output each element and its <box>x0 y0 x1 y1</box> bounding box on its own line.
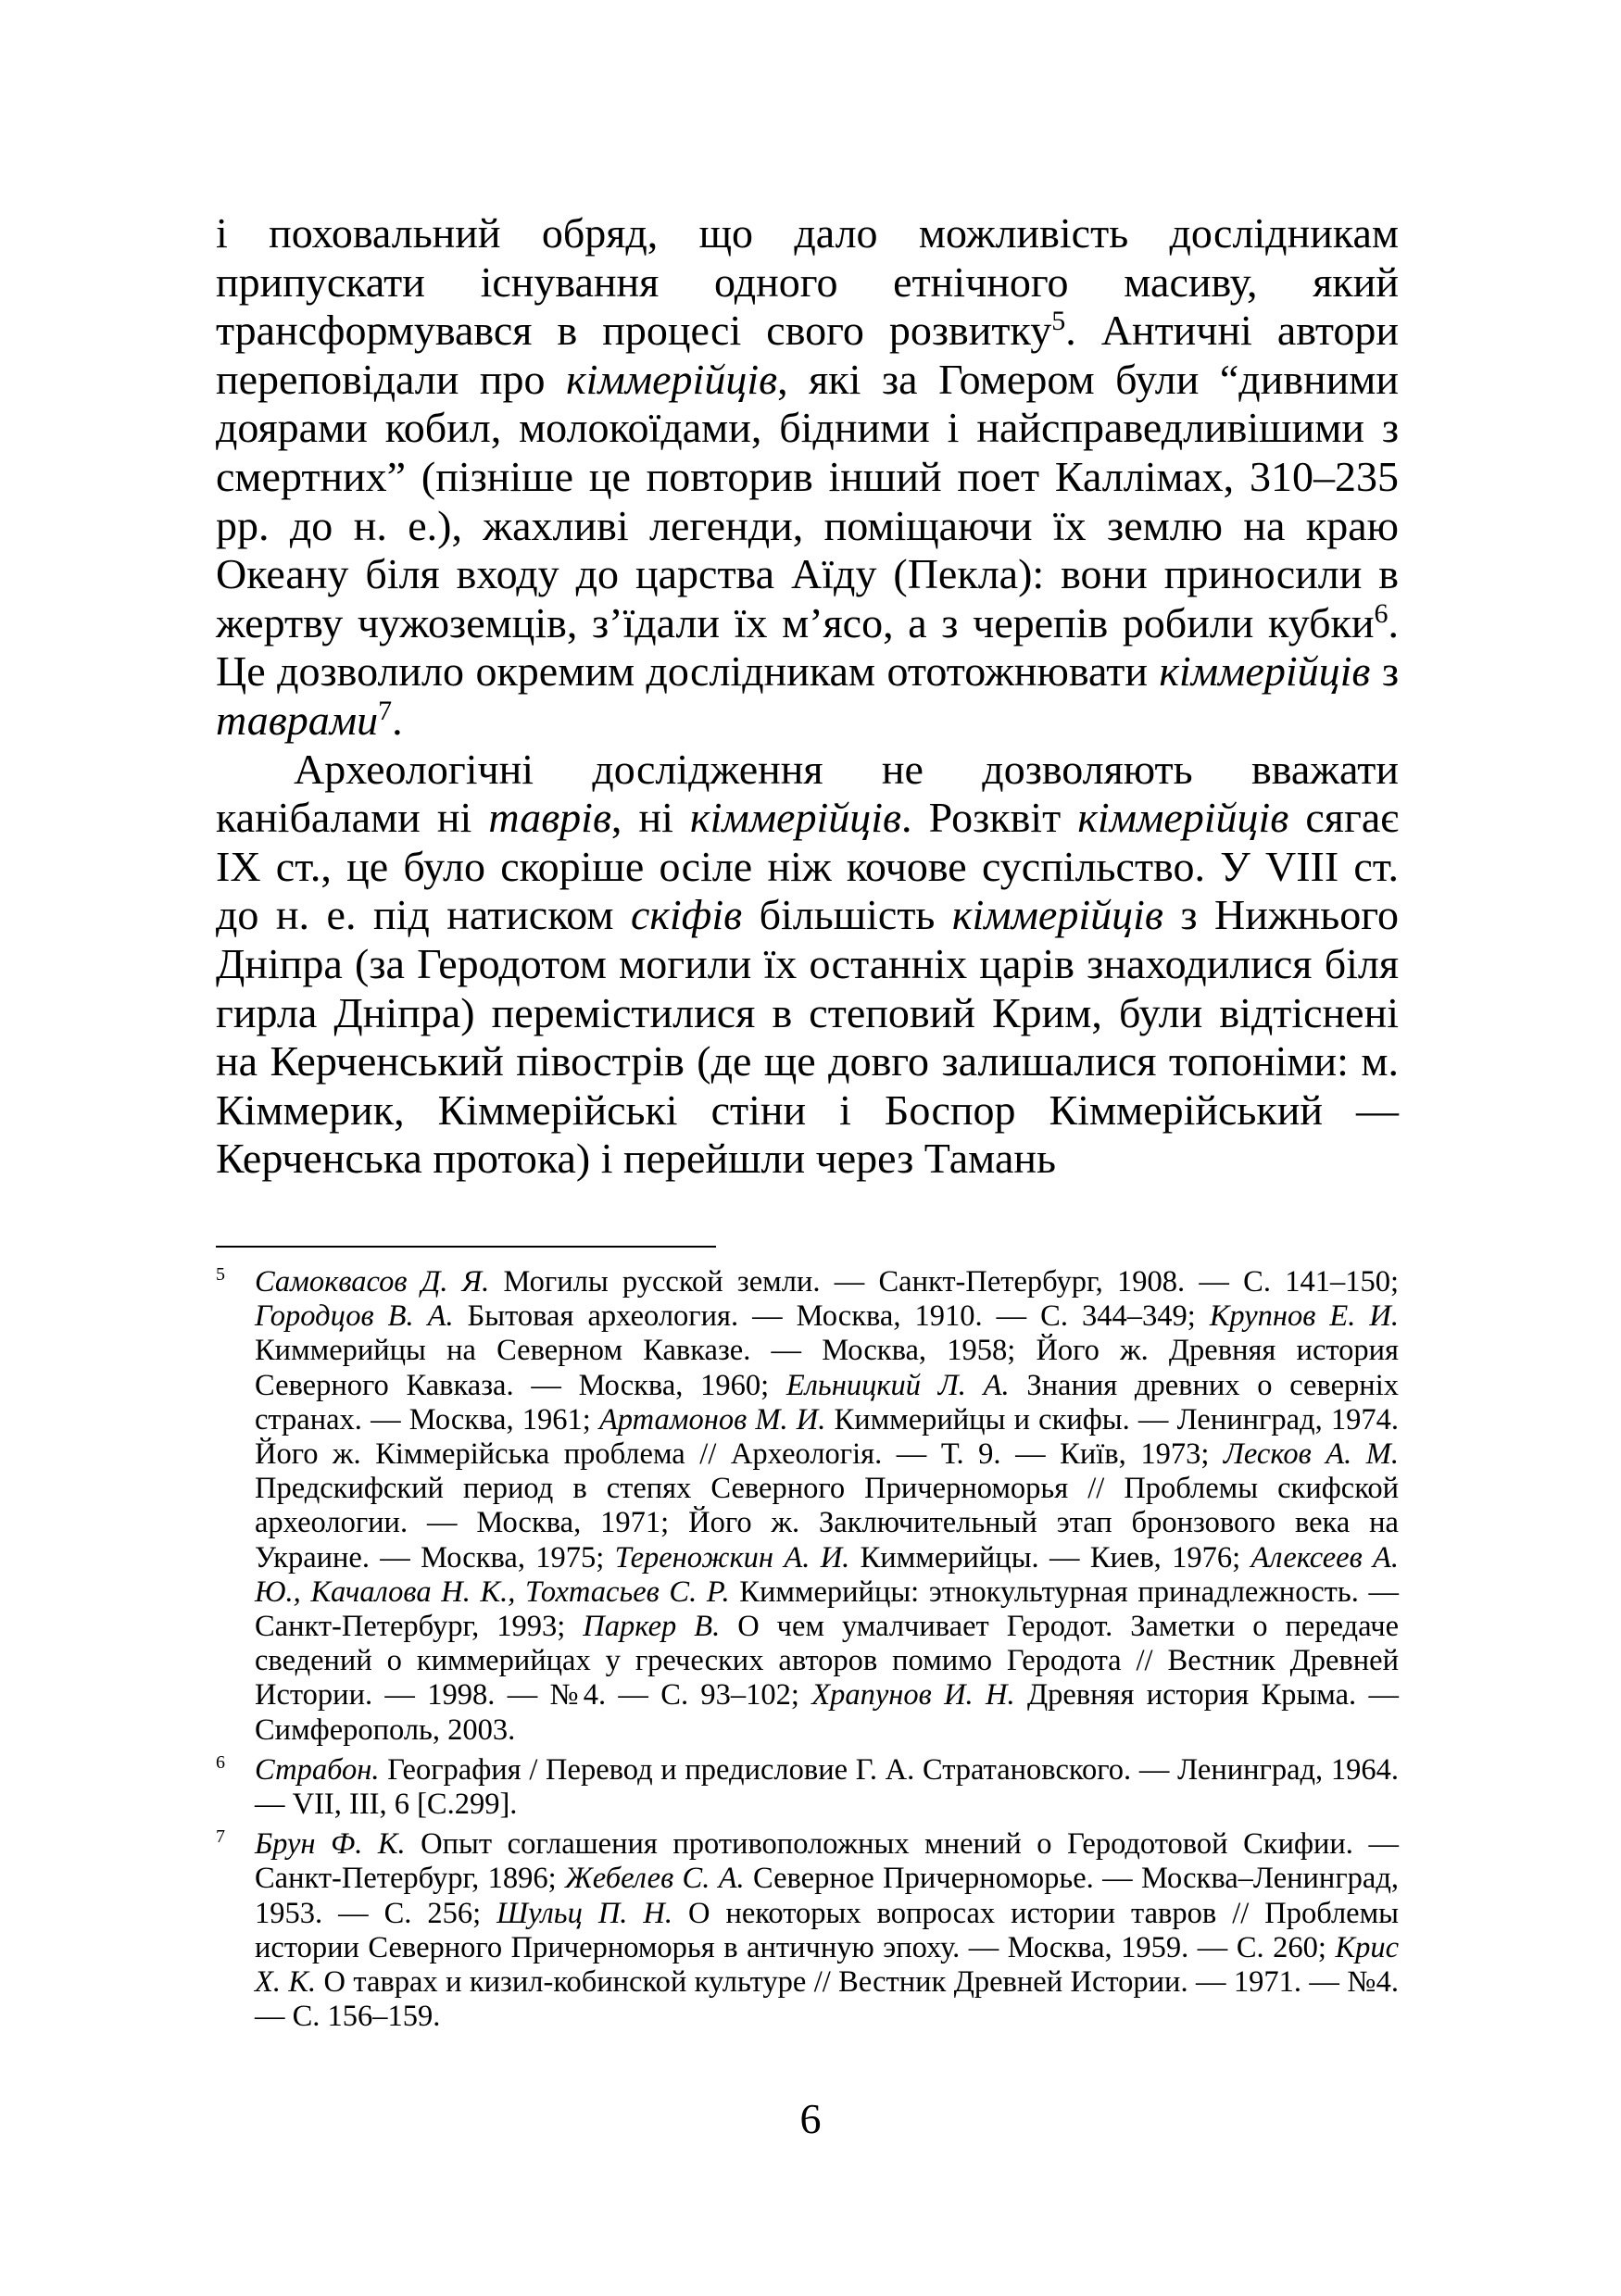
body-text <box>216 209 1399 1184</box>
citation-text: Киммерийцы на Северном Кавказе. — Москва, 1958; Його ж. Древняя история Северного Кавказа. — Москва, 1960; <box>255 1334 1399 1402</box>
citation-text: Бытовая археология. — Москва, 1910. — С. 344–349; <box>453 1299 1210 1334</box>
author-name: Тереножкин А. И. <box>614 1540 850 1575</box>
text-run: . Античні автори переповідали про <box>216 307 1399 403</box>
citation-text: Северное Причерноморье. — Москва–Ленинград, 1953. — С. 256; <box>255 1862 1399 1930</box>
citation-text: Предскифский период в степях Северного Причерноморья // Проблемы скифской археологии. — Москва, 1971; Його ж. Заключительный этап бронзового века на Украине. — Москва, 1975; <box>255 1472 1399 1575</box>
citation-text: О чем умалчивает Геродот. Заметки о передаче сведений о киммерийцах у греческих авторов помимо Геродота // Вестник Древней Истории. — 1998. — №4. — С. 93–102; <box>255 1610 1399 1713</box>
citation-text: О некоторых вопросах истории тавров // Проблемы истории Северного Причерноморья в античную эпоху. — Москва, 1959. — С. 260; <box>255 1896 1399 1964</box>
author-name: Крис Х. К. <box>255 1930 1399 2000</box>
page-number: 6 <box>799 2095 822 2142</box>
footnote-ref-6[interactable]: 6 <box>1374 597 1389 629</box>
italic-term: кіммерійців <box>1077 794 1289 842</box>
text-run: більшість <box>742 891 952 939</box>
author-name: Артамонов М. И. <box>598 1402 826 1437</box>
citation-text: География / Перевод и предисловие Г. А. Стратановского. — Ленинград, 1964. — VII, III, 6 [С.299]. <box>255 1752 1399 1822</box>
text-run: . Це дозволило окремим дослідникам ототожнювати <box>216 598 1399 696</box>
text-run: . Розквіт <box>901 794 1078 842</box>
author-name: Алексеев А. Ю., Качалова Н. К., Тохтасьев С. Р. <box>255 1540 1399 1609</box>
footnote-7: 7 Брун Ф. К. Опыт соглашения противоположных мнений о Геродотовой Скифии. — Санкт-Петербург, 1896; Жебелев С. А. Северное Причерноморье. — Москва–Ленинград, 1953. — С. 256; Шульц П. Н. О некоторых вопросах истории тавров // Проблемы истории Северного Причерноморья в античную эпоху. — Москва, 1959. — С. 260; Крис Х. К. О таврах и кизил-кобинской культуре // Вестник Древней Истории. — 1971. — №4. — С. 156–159. <box>216 1826 1399 2034</box>
italic-term: кіммерійців <box>566 355 778 403</box>
footnote-ref-5[interactable]: 5 <box>1051 306 1066 337</box>
italic-term: скіфів <box>630 891 743 939</box>
citation-text: Знания древних о северніх странах. — Москва, 1961; <box>255 1368 1399 1437</box>
text-run: і поховальний обряд, що дало можливість дослідникам припускати існування одного етнічного масиву, який трансформувався в процесі свого розвитку <box>216 209 1399 355</box>
citation-text: Древняя история Крыма. — Симферополь, 2003. <box>255 1678 1399 1747</box>
author-name: Крупнов Е. И. <box>1209 1299 1399 1334</box>
body-paragraph-2 <box>216 746 1399 1184</box>
citation-text: О таврах и кизил-кобинской культуре // Вестник Древней Истории. — 1971. — №4. — С. 156–159. <box>255 1965 1399 2034</box>
author-name: Шульц П. Н. <box>496 1896 672 1930</box>
body-paragraph-1 <box>216 209 1399 746</box>
italic-term: кіммерійців <box>690 794 902 842</box>
citation-text: Киммерийцы: этнокультурная принадлежность. — Санкт-Петербург, 1993; <box>255 1575 1399 1644</box>
footnote-ref-7[interactable]: 7 <box>378 695 393 726</box>
text-run: , які за Гомером були “дивними доярами кобил, молокоїдами, бідними і найсправедливішими з смертних” (пізніше це повторив інший поет Каллімах, 310–235 рр. до н. е.), жахливі легенди, поміщаючи їх землю на краю Океану біля входу до царства Аїду (Пекла): вони приносили в жертву чужоземців, з’їдали їх м’ясо, а з черепів робили кубки <box>216 355 1400 646</box>
citation-text: Киммерийцы. — Киев, 1976; <box>849 1540 1251 1575</box>
author-name: Страбон. <box>255 1752 380 1787</box>
author-name: Городцов В. А. <box>255 1299 454 1334</box>
author-name: Брун Ф. К. <box>255 1827 406 1862</box>
footnotes <box>216 1265 1399 2034</box>
citation-text: Опыт соглашения противоположных мнений о Геродотовой Скифии. — Санкт-Петербург, 1896; <box>255 1827 1399 1896</box>
author-name: Паркер В. <box>583 1610 721 1644</box>
footnote-5: 5 Самоквасов Д. Я. Могилы русской земли. — Санкт-Петербург, 1908. — С. 141–150; Городцов В. А. Бытовая археология. — Москва, 1910. — С. 344–349; Крупнов Е. И. Киммерийцы на Северном Кавказе. — Москва, 1958; Його ж. Древняя история Северного Кавказа. — Москва, 1960; Ельницкий Л. А. Знания древних о северніх странах. — Москва, 1961; Артамонов М. И. Киммерийцы и скифы. — Ленинград, 1974. Його ж. Кіммерійська проблема // Археологія. — Т. 9. — Київ, 1973; Лесков А. М. Предскифский период в степях Северного Причерноморья // Проблемы скифской археологии. — Москва, 1971; Його ж. Заключительный этап бронзового века на Украине. — Москва, 1975; Тереножкин А. И. Киммерийцы. — Киев, 1976; Алексеев А. Ю., Качалова Н. К., Тохтасьев С. Р. Киммерийцы: этнокультурная принадлежность. — Санкт-Петербург, 1993; Паркер В. О чем умалчивает Геродот. Заметки о передаче сведений о киммерийцах у греческих авторов помимо Геродота // Вестник Древней Истории. — 1998. — №4. — С. 93–102; Храпунов И. Н. Древняя история Крыма. — Симферополь, 2003. <box>216 1264 1399 1747</box>
author-name: Самоквасов Д. Я. <box>255 1265 490 1299</box>
text-run: з <box>1370 647 1400 696</box>
text-run: Археологічні дослідження не дозволяють вважати канібалами ні <box>216 745 1399 842</box>
footnote-divider <box>216 1246 716 1248</box>
citation-text: Могилы русской земли. — Санкт-Петербург, 1908. — С. 141–150; <box>489 1265 1399 1299</box>
author-name: Жебелев С. А. <box>564 1862 745 1896</box>
italic-term: таврів <box>488 794 611 842</box>
text-run: з Нижнього Дніпра (за Геродотом могили їх останніх царів знаходилися біля гирла Дніпра) перемістилися в степовий Крим, були відтіснені на Керченський півострів (де ще довго залишалися топоніми: м. Кіммерик, Кіммерійські стіни і Боспор Кіммерійський — Керченська протока) і перейшли через Тамань <box>216 891 1399 1183</box>
text-run: сягає IX ст., це було скоріше осіле ніж кочове суспільство. У VIII ст. до н. е. під натиском <box>216 794 1399 939</box>
italic-term: кіммерійців <box>951 891 1163 939</box>
italic-term: таврами <box>216 696 379 744</box>
author-name: Храпунов И. Н. <box>811 1678 1015 1713</box>
author-name: Лесков А. М. <box>1223 1437 1399 1472</box>
author-name: Ельницкий Л. А. <box>785 1368 1010 1402</box>
text-run: . <box>392 696 403 744</box>
italic-term: кіммерійців <box>1159 647 1371 696</box>
footnote-6: 6 Страбон. География / Перевод и предисловие Г. А. Стратановского. — Ленинград, 1964. — VII, III, 6 [С.299]. <box>216 1751 1399 1822</box>
text-run: , ні <box>610 794 691 842</box>
citation-text: Киммерийцы и скифы. — Ленинград, 1974. Його ж. Кіммерійська проблема // Археологія. — Т. 9. — Київ, 1973; <box>255 1402 1399 1472</box>
